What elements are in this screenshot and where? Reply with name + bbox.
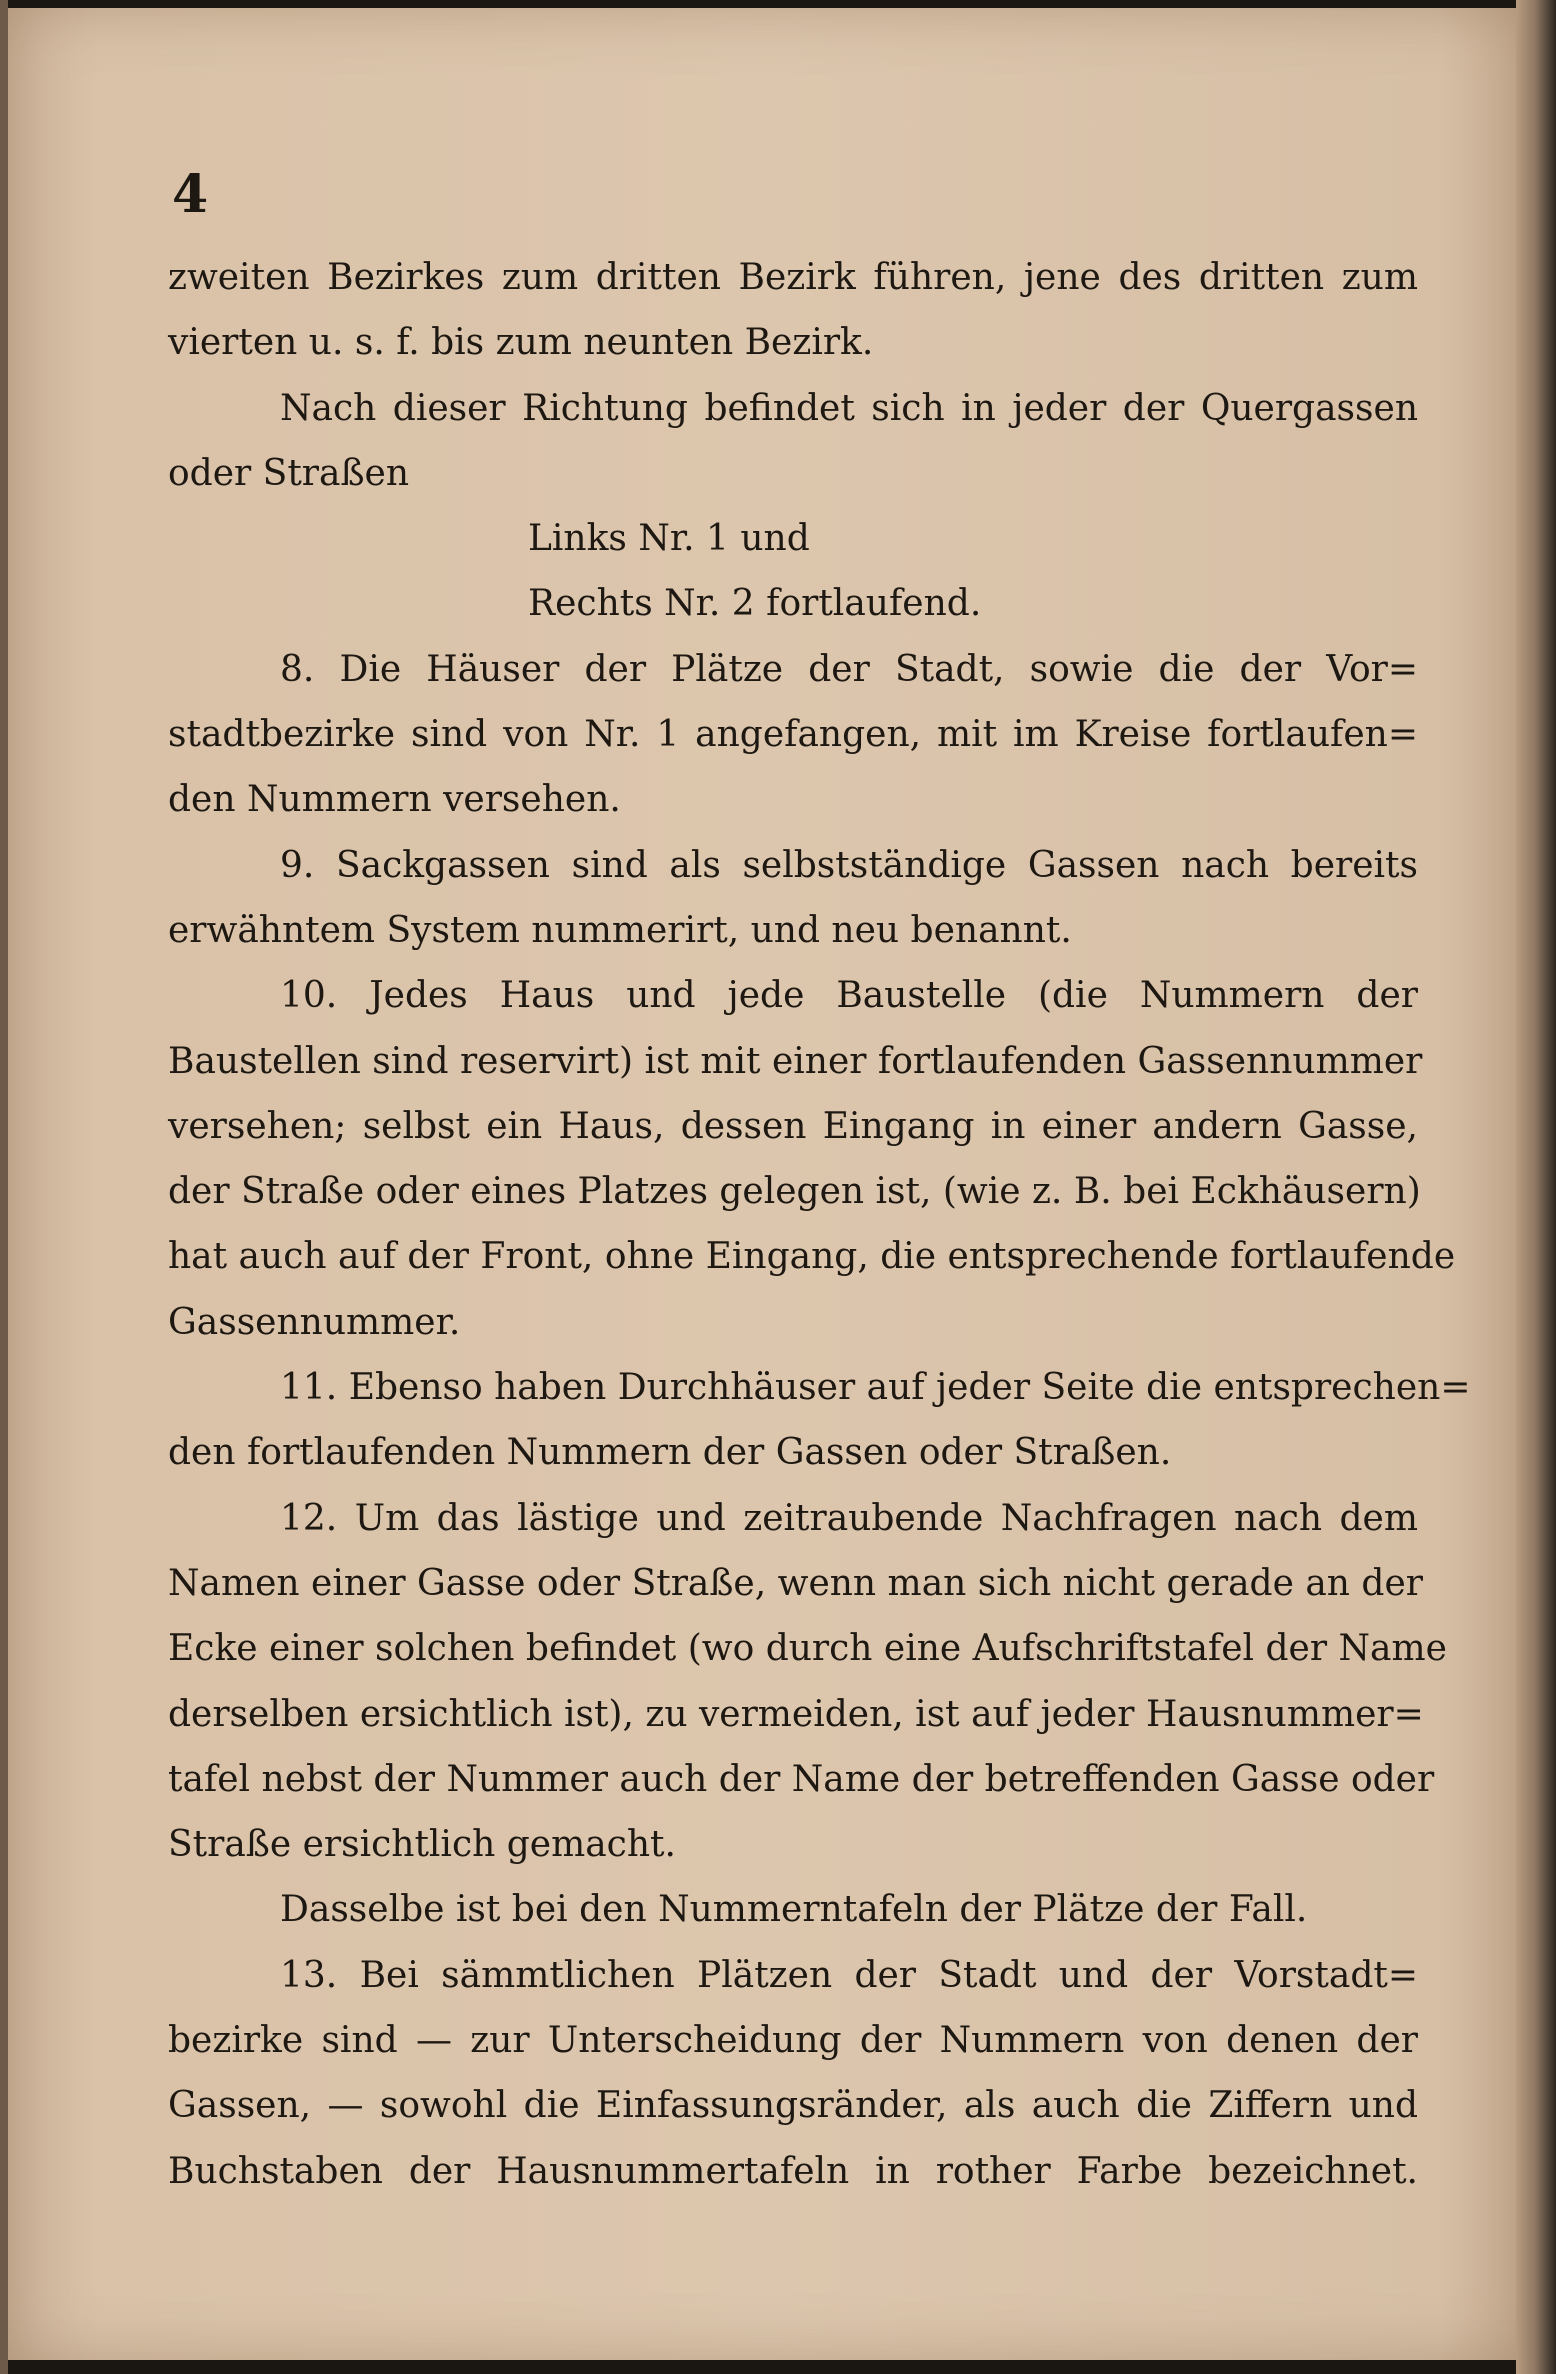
text-line: Straße ersichtlich gemacht. bbox=[168, 1824, 676, 1866]
text-line: erwähntem System nummerirt, und neu benannt. bbox=[168, 909, 1072, 951]
text-line: oder Straßen bbox=[168, 452, 410, 494]
page-left-edge bbox=[0, 0, 8, 2374]
text-line: 13. Bei sämmtlichen Plätzen der Stadt und der Vorstadt= bbox=[280, 1954, 1418, 1996]
text-line: versehen; selbst ein Haus, dessen Eingang in einer andern Gasse, bbox=[168, 1105, 1418, 1147]
text-line: 12. Um das lästige und zeitraubende Nachfragen nach dem bbox=[280, 1497, 1418, 1539]
text-line: Nach dieser Richtung befindet sich in jeder der Quergassen bbox=[280, 387, 1418, 429]
book-spine-edge bbox=[1516, 0, 1556, 2374]
text-line: Ecke einer solchen befindet (wo durch eine Aufschriftstafel der Name bbox=[168, 1628, 1447, 1670]
text-line: Rechts Nr. 2 fortlaufend. bbox=[528, 583, 982, 625]
text-line: bezirke sind — zur Unterscheidung der Nummern von denen der bbox=[168, 2020, 1418, 2062]
text-line: den fortlaufenden Nummern der Gassen oder Straßen. bbox=[168, 1432, 1172, 1474]
text-line: 10. Jedes Haus und jede Baustelle (die Nummern der bbox=[280, 975, 1418, 1017]
text-line: Gassennummer. bbox=[168, 1301, 461, 1343]
page-number: 4 bbox=[172, 164, 209, 225]
text-line: tafel nebst der Nummer auch der Name der betreffenden Gasse oder bbox=[168, 1758, 1435, 1800]
text-line: der Straße oder eines Platzes gelegen ist, (wie z. B. bei Eckhäusern) bbox=[168, 1171, 1421, 1213]
text-line: Dasselbe ist bei den Nummerntafeln der Plätze der Fall. bbox=[280, 1889, 1308, 1931]
text-line: hat auch auf der Front, ohne Eingang, die entsprechende fortlaufende bbox=[168, 1236, 1456, 1278]
text-line: stadtbezirke sind von Nr. 1 angefangen, mit im Kreise fortlaufen= bbox=[168, 714, 1418, 756]
text-line: Namen einer Gasse oder Straße, wenn man sich nicht gerade an der bbox=[168, 1562, 1423, 1604]
text-line: Buchstaben der Hausnummertafeln in rother Farbe bezeichnet. bbox=[168, 2150, 1418, 2192]
text-line: Baustellen sind reservirt) ist mit einer fortlaufenden Gassennummer bbox=[168, 1040, 1423, 1082]
text-line: 8. Die Häuser der Plätze der Stadt, sowie die der Vor= bbox=[280, 648, 1418, 690]
text-line: zweiten Bezirkes zum dritten Bezirk führen, jene des dritten zum bbox=[168, 257, 1418, 298]
text-line: vierten u. s. f. bis zum neunten Bezirk. bbox=[168, 322, 874, 364]
text-line: 9. Sackgassen sind als selbstständige Gassen nach bereits bbox=[280, 844, 1418, 886]
text-line: den Nummern versehen. bbox=[168, 779, 621, 821]
text-line: Links Nr. 1 und bbox=[528, 518, 810, 560]
page-text bbox=[168, 164, 1471, 2204]
text-line: derselben ersichtlich ist), zu vermeiden, ist auf jeder Hausnummer= bbox=[168, 1693, 1424, 1735]
text-line: Gassen, — sowohl die Einfassungsränder, als auch die Ziffern und bbox=[168, 2085, 1418, 2127]
text-line: 11. Ebenso haben Durchhäuser auf jeder Seite die entsprechen= bbox=[280, 1367, 1471, 1409]
